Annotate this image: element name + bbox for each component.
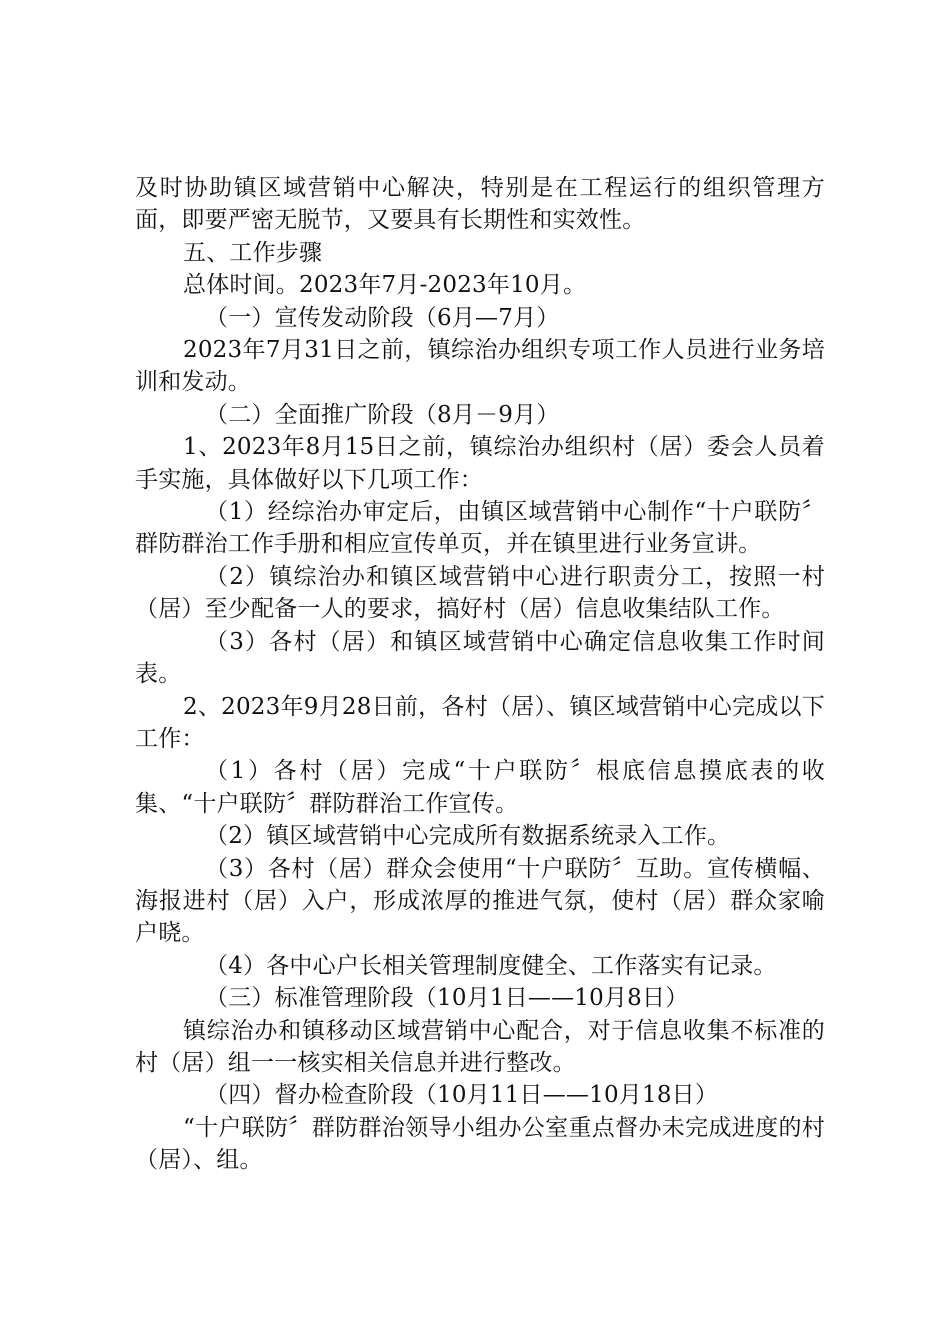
paragraph: 1、2023年8月15日之前，镇综治办组织村（居）委会人员着手实施，具体做好以下几项工作： (135, 434, 825, 493)
paragraph: “十户联防〞群防群治领导小组办公室重点督办未完成进度的村（居）、组。 (135, 1114, 825, 1174)
list-item: （3）各村（居）和镇区域营销中心确定信息收集工作时间表。 (135, 628, 825, 688)
list-item: （1）各村（居）完成“十户联防〞根底信息摸底表的收集、“十户联防〞群防群治工作宣传。 (135, 758, 825, 817)
subsection-heading: （一）宣传发动阶段（6月—7月） (205, 304, 560, 331)
list-item: （1）经综治办审定后，由镇区域营销中心制作“十户联防〞群防群治工作手册和相应宣传单页，并在镇里进行业务宣讲。 (135, 499, 825, 558)
list-item: （4）各中心户长相关管理制度健全、工作落实有记录。 (205, 952, 777, 979)
paragraph: 及时协助镇区域营销中心解决，特别是在工程运行的组织管理方面，即要严密无脱节，又要具有长期性和实效性。 (135, 175, 825, 234)
document-body (135, 172, 825, 1177)
list-item: （3）各村（居）群众会使用“十户联防〞互助。宣传横幅、海报进村（居）入户，形成浓厚的推进气氛，使村（居）群众家喻户晓。 (135, 855, 825, 947)
list-item: （2）镇综治办和镇区域营销中心进行职责分工，按照一村（居）至少配备一人的要求，搞好村（居）信息收集结队工作。 (135, 563, 825, 623)
paragraph: 总体时间。2023年7月-2023年10月。 (183, 272, 587, 299)
section-heading: 五、工作步骤 (183, 239, 323, 266)
subsection-heading: （四）督办检查阶段（10月11日——10月18日） (205, 1082, 719, 1109)
paragraph: 2023年7月31日之前，镇综治办组织专项工作人员进行业务培训和发动。 (135, 337, 825, 396)
subsection-heading: （二）全面推广阶段（8月－9月） (205, 401, 560, 428)
list-item: （2）镇区域营销中心完成所有数据系统录入工作。 (205, 823, 731, 850)
paragraph: 2、2023年9月28日前，各村（居）、镇区域营销中心完成以下工作： (135, 693, 825, 752)
paragraph: 镇综治办和镇移动区域营销中心配合，对于信息收集不标准的村（居）组一一核实相关信息并进行整改。 (135, 1017, 825, 1076)
subsection-heading: （三）标准管理阶段（10月1日——10月8日） (205, 985, 689, 1012)
